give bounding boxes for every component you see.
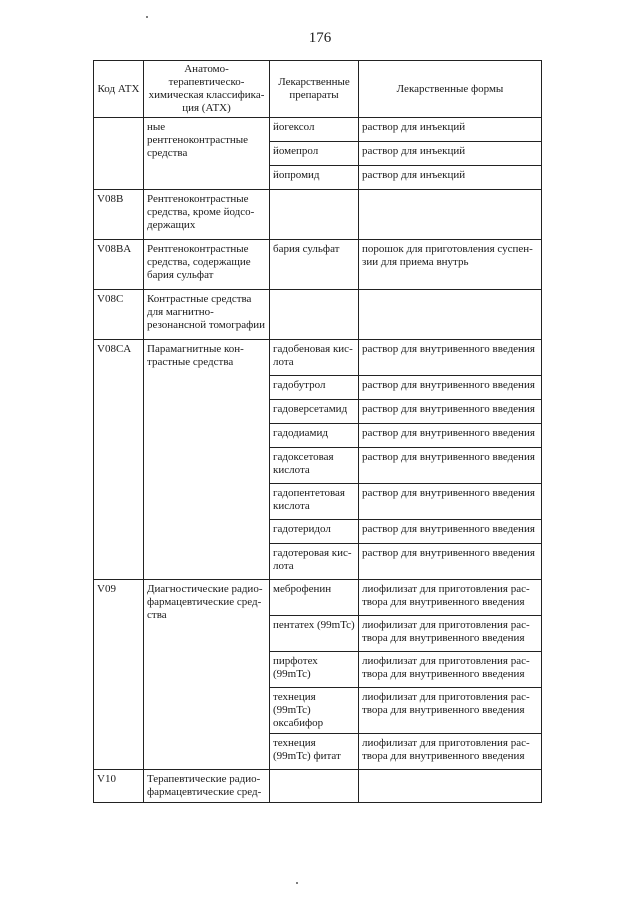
atx-classification-cell: Рентгеноконтрастные средства, содержащие бария сульфат <box>144 240 270 290</box>
dosage-form-cell: раствор для внутривенного введения <box>359 376 542 400</box>
atx-code-cell: V10 <box>94 770 144 803</box>
dosage-form-cell: раствор для инъекций <box>359 142 542 166</box>
page-number: 176 <box>308 30 332 46</box>
dosage-form-cell: лиофилизат для приготовления рас-твора для внутривенного введения <box>359 616 542 652</box>
drug-cell <box>270 290 359 340</box>
dosage-form-cell: раствор для внутривенного введения <box>359 424 542 448</box>
atx-classification-cell: ные рентгеноконтрастные средства <box>144 118 270 190</box>
atx-code-cell: V08C <box>94 290 144 340</box>
scan-speck <box>296 882 298 884</box>
atx-code-cell: V08B <box>94 190 144 240</box>
dosage-form-cell: раствор для инъекций <box>359 166 542 190</box>
table-row <box>94 770 542 803</box>
atx-code-cell: V08CA <box>94 340 144 580</box>
drug-cell: пирфотех (99mTc) <box>270 652 359 688</box>
dosage-form-cell <box>359 290 542 340</box>
table-row <box>94 340 542 376</box>
table-row <box>94 290 542 340</box>
table-row <box>94 580 542 616</box>
header-forms: Лекарственные формы <box>359 61 542 118</box>
drug-cell: гадотеридол <box>270 520 359 544</box>
drug-cell <box>270 770 359 803</box>
drug-cell: меброфенин <box>270 580 359 616</box>
drug-cell: гадоверсетамид <box>270 400 359 424</box>
header-classification: Анатомо-терапевтическо-химическая классифика-ция (АТХ) <box>144 61 270 118</box>
atx-code-cell: V09 <box>94 580 144 770</box>
dosage-form-cell: раствор для внутривенного введения <box>359 400 542 424</box>
dosage-form-cell <box>359 770 542 803</box>
atx-table <box>93 60 542 803</box>
atx-code-cell: V08BA <box>94 240 144 290</box>
drug-cell: йопромид <box>270 166 359 190</box>
table-row <box>94 118 542 142</box>
drug-cell: гадотеровая кис-лота <box>270 544 359 580</box>
dosage-form-cell: лиофилизат для приготовления рас-твора для внутривенного введения <box>359 734 542 770</box>
table-header-row <box>94 61 542 118</box>
drug-cell <box>270 190 359 240</box>
atx-classification-cell: Терапевтические радио-фармацевтические сред- <box>144 770 270 803</box>
dosage-form-cell: раствор для внутривенного введения <box>359 544 542 580</box>
drug-cell: пентатех (99mTc) <box>270 616 359 652</box>
atx-code-cell <box>94 118 144 190</box>
dosage-form-cell: лиофилизат для приготовления рас-твора для внутривенного введения <box>359 688 542 734</box>
drug-cell: гадодиамид <box>270 424 359 448</box>
drug-cell: бария сульфат <box>270 240 359 290</box>
scan-speck <box>146 16 148 18</box>
dosage-form-cell <box>359 190 542 240</box>
header-drugs: Лекарственные препараты <box>270 61 359 118</box>
dosage-form-cell: лиофилизат для приготовления рас-твора для внутривенного введения <box>359 652 542 688</box>
table-row <box>94 240 542 290</box>
drug-cell: технеция (99mTc) оксабифор <box>270 688 359 734</box>
drug-cell: технеция (99mTc) фитат <box>270 734 359 770</box>
atx-classification-cell: Парамагнитные кон-трастные средства <box>144 340 270 580</box>
drug-cell: гадобеновая кис-лота <box>270 340 359 376</box>
dosage-form-cell: раствор для инъекций <box>359 118 542 142</box>
atx-classification-cell: Рентгеноконтрастные средства, кроме йодсо-держащих <box>144 190 270 240</box>
dosage-form-cell: лиофилизат для приготовления рас-твора для внутривенного введения <box>359 580 542 616</box>
dosage-form-cell: раствор для внутривенного введения <box>359 520 542 544</box>
drug-cell: йогексол <box>270 118 359 142</box>
dosage-form-cell: раствор для внутривенного введения <box>359 484 542 520</box>
dosage-form-cell: раствор для внутривенного введения <box>359 448 542 484</box>
drug-cell: гадобутрол <box>270 376 359 400</box>
dosage-form-cell: порошок для приготовления суспен-зии для приема внутрь <box>359 240 542 290</box>
table-row <box>94 190 542 240</box>
drug-cell: йомепрол <box>270 142 359 166</box>
table-body <box>94 118 542 803</box>
dosage-form-cell: раствор для внутривенного введения <box>359 340 542 376</box>
header-code: Код АТХ <box>94 61 144 118</box>
atx-classification-cell: Контрастные средства для магнитно-резонансной томографии <box>144 290 270 340</box>
atx-classification-cell: Диагностические радио-фармацевтические сред-ства <box>144 580 270 770</box>
drug-cell: гадоксетовая кислота <box>270 448 359 484</box>
drug-cell: гадопентетовая кислота <box>270 484 359 520</box>
